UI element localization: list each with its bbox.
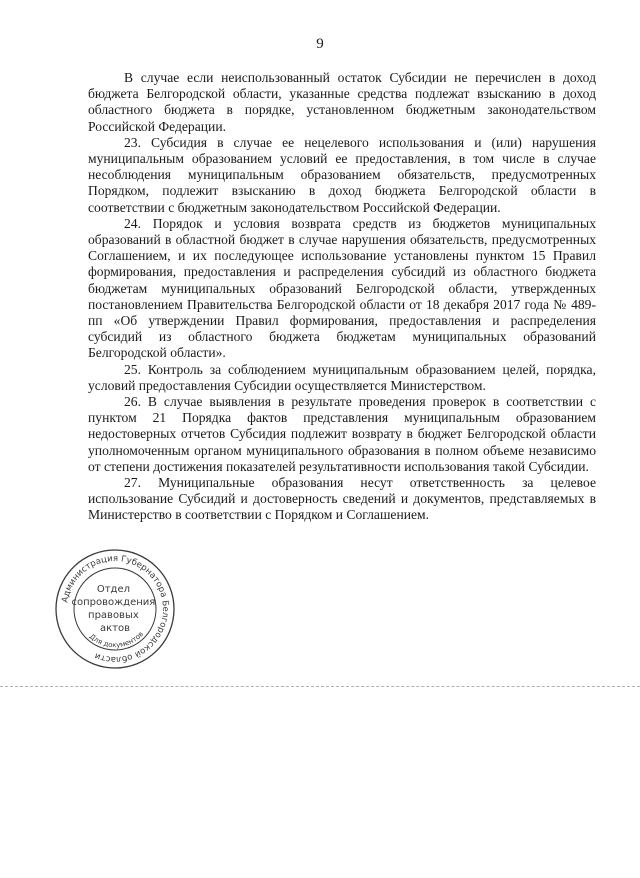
document-body <box>88 70 596 524</box>
paragraph-25: 25. Контроль за соблюдением муниципальным образованием целей, порядка, условий предоставления Субсидии осуществляется Министерством. <box>88 361 596 393</box>
paragraph-24: 24. Порядок и условия возврата средств из бюджетов муниципальных образований в областной бюджет в случае нарушения обязательств, предусмотренных Соглашением, и их последующее использование установлены пунктом 15 Правил формирования, предоставления и распределения субсидий из областного бюджета бюджетам муниципальных образований Белгородской области, утвержденных постановлением Правительства Белгородской области от 18 декабря 2017 года № 489-пп «Об утверждении Правил формирования, предоставления и распределения субсидий из областного бюджета бюджетам муниципальных образований Белгородской области». <box>88 215 596 361</box>
stamp-ring-text: Администрация Губернатора Белгородской области <box>60 553 171 665</box>
stamp-inner-ring <box>74 568 156 650</box>
bottom-divider <box>0 686 640 687</box>
paragraph-23: 23. Субсидия в случае ее нецелевого использования и (или) нарушения муниципальным образованием условий ее предоставления, в том числе в случае несоблюдения муниципальным образованием обязательств, предусмотренных Порядком, подлежит взысканию в доход бюджета Белгородской области в соответствии с бюджетным законодательством Российской Федерации. <box>88 134 596 215</box>
stamp-bottom-text: Для документов <box>87 630 146 650</box>
paragraph-unreturned-balance: В случае если неиспользованный остаток Субсидии не перечислен в доход бюджета Белгородской области, указанные средства подлежат взысканию в доход областного бюджета в порядке, установленном бюджетным законодательством Российской Федерации. <box>88 70 596 134</box>
page-number: 9 <box>316 36 324 52</box>
paragraph-27: 27. Муниципальные образования несут ответственность за целевое использование Субсидий и достоверность сведений и документов, представляемых в Министерство в соответствии с Порядком и Соглашением. <box>88 475 596 523</box>
official-stamp <box>52 546 178 672</box>
stamp-center-text: Отдел сопровождения правовых актов <box>71 584 156 634</box>
paragraph-26: 26. В случае выявления в результате проведения проверок в соответствии с пунктом 21 Порядка фактов представления муниципальным образованием недостоверных отчетов Субсидия подлежит возврату в бюджет Белгородской области уполномоченным органом муниципального образования в полном объеме независимо от степени достижения показателей результативности использования такой Субсидии. <box>88 394 596 474</box>
